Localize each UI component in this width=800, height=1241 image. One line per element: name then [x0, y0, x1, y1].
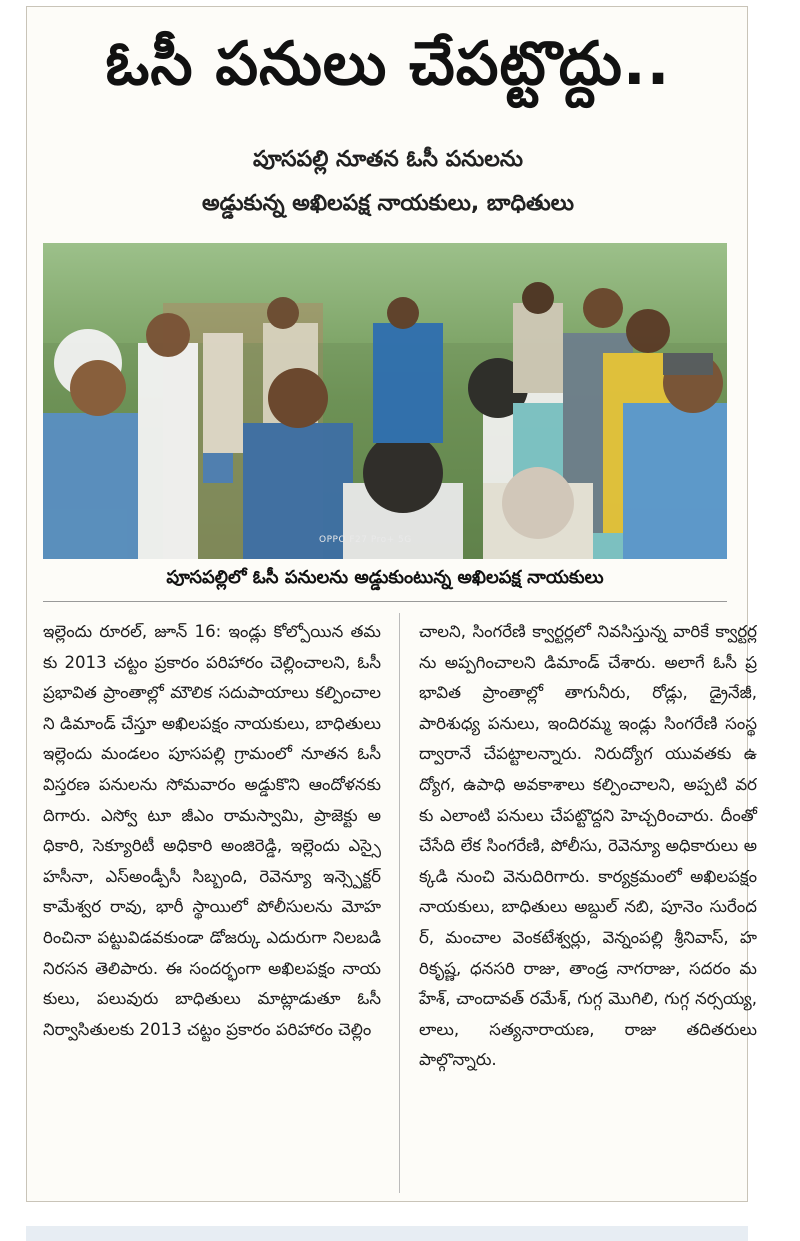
- news-photo: [43, 243, 727, 559]
- subheading-line-2: అడ్డుకున్న అఖిలపక్ష నాయకులు, బాధితులు: [202, 191, 574, 216]
- headline: ఓసీ పనులు చేపట్టొద్దు..: [105, 29, 671, 99]
- article-column-right: చాలని, సింగరేణి క్వార్టర్లలో నివసిస్తున్న వారికే క్వార్టర్లను అప్పగించాలని డిమాండ్ చేశారు. అలాగే ఓసీ ప్రభావిత ప్రాంతాల్లో తాగునీరు, రోడ్లు, డ్రైనేజీ, పారిశుధ్య పనులు, ఇందిరమ్మ ఇండ్లు సింగరేణి సంస్థ ద్వారానే చేపట్టాలన్నారు. నిరుద్యోగ యువతకు ఉద్యోగ, ఉపాధి అవకాశాలు కల్పించాలని, అప్పటి వరకు ఎలాంటి పనులు చేపట్టొద్దని హెచ్చరించారు. దీంతో చేసేది లేక సింగరేణి, పోలీసు, రెవెన్యూ అధికారులు అక్కడి నుంచి వెనుదిరిగారు. కార్యక్రమంలో అఖిలపక్షం నాయకులు, బాధితులు అబ్దుల్ నబి, పూనెం సురేందర్, మంచాల వెంకటేశ్వర్లు, వెన్నంపల్లి శ్రీనివాస్, హరికృష్ణ, ధనసరి రాజు, తాండ్ర నాగరాజు, సదరం మహేశ్, చాందావత్ రమేశ్, గుగ్గ మొగిలి, గుగ్గ నర్సయ్య, లాలు, సత్యనారాయణ, రాజు తదితరులు పాల్గొన్నారు.: [419, 622, 757, 1070]
- article-column-left: ఇల్లెందు రూరల్, జూన్ 16: ఇండ్లు కోల్పోయిన తమకు 2013 చట్టం ప్రకారం పరిహారం చెల్లించాలని, ఓసీ ప్రభావిత ప్రాంతాల్లో మౌలిక సదుపాయాలు కల్పించాలని డిమాండ్ చేస్తూ అఖిలపక్షం నాయకులు, బాధితులు ఇల్లెందు మండలం పూసపల్లి గ్రామంలో నూతన ఓసీ విస్తరణ పనులను సోమవారం అడ్డుకొని ఆందోళనకు దిగారు. ఎస్వో టూ జీఎం రామస్వామి, ప్రాజెక్టు అధికారి, సెక్యూరిటీ అధికారి అంజిరెడ్డి, ఇల్లెందు ఎస్సై హసీనా, ఎస్అండ్పీసీ సిబ్బంది, రెవెన్యూ ఇన్స్పెక్టర్ కామేశ్వర రావు, భారీ స్థాయిలో పోలీసులను మోహరించినా పట్టువిడవకుండా డోజర్కు ఎదురుగా నిలబడి నిరసన తెలిపారు. ఈ సందర్భంగా అఖిలపక్షం నాయకులు, పలువురు బాధితులు మాట్లాడుతూ ఓసీ నిర్వాసితులకు 2013 చట్టం ప్రకారం పరిహారం చెల్లిం: [43, 622, 381, 1039]
- protest-scene-illustration: [43, 243, 727, 559]
- photo-watermark: OPPO F27 Pro+ 5G: [319, 535, 412, 545]
- caption-divider: [43, 601, 727, 602]
- photo-caption: పూసపల్లిలో ఓసీ పనులను అడ్డుకుంటున్న అఖిలపక్ష నాయకులు: [166, 567, 604, 588]
- column-divider: [399, 613, 400, 1193]
- subheading-line-1: పూసపల్లి నూతన ఓసీ పనులను: [253, 147, 523, 172]
- newspaper-clipping: [26, 6, 757, 1202]
- page-bottom-strip: [26, 1226, 748, 1241]
